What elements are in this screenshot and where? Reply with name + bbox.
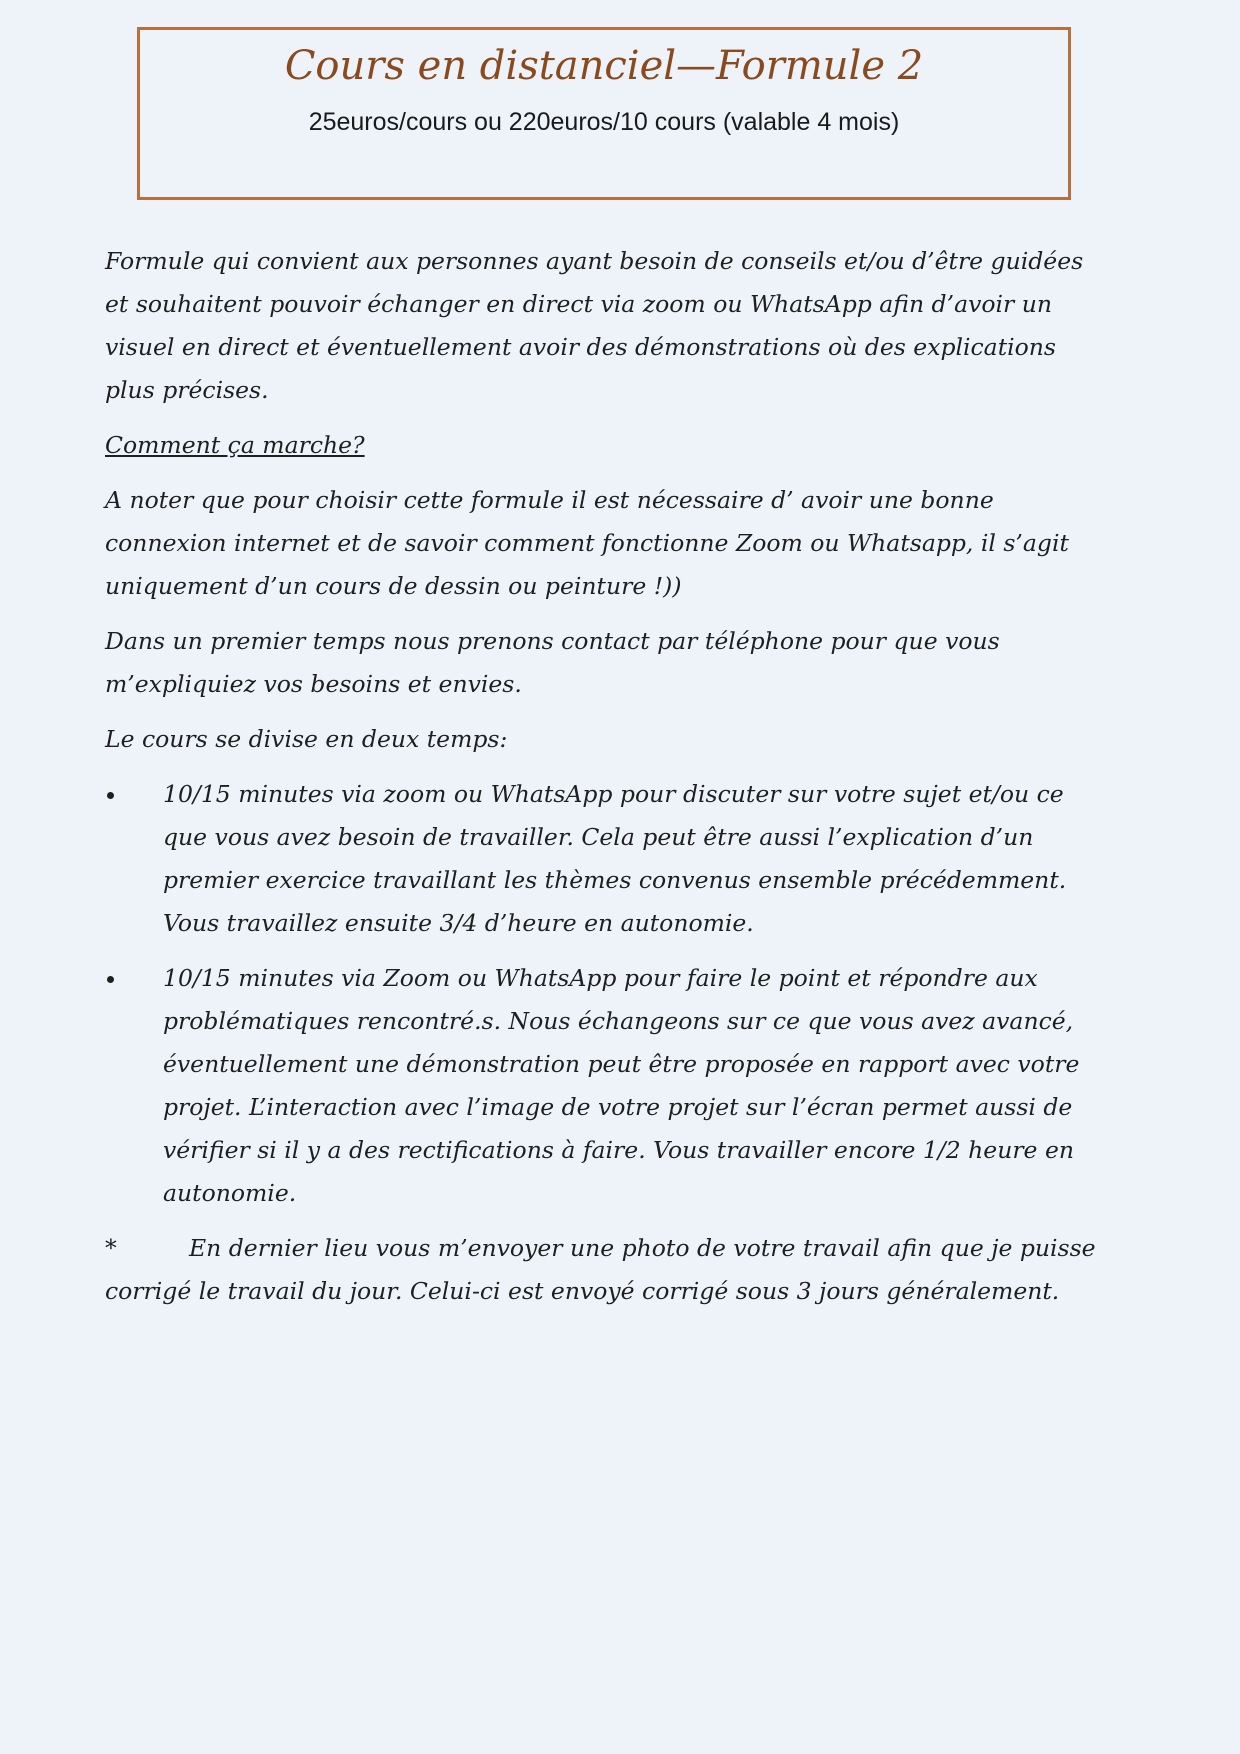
first-step-paragraph: Dans un premier temps nous prenons contact par téléphone pour que vous m’expliquiez vos besoins et envies. xyxy=(105,627,1000,698)
intro-paragraph: Formule qui convient aux personnes ayant besoin de conseils et/ou d’être guidées et souhaitent pouvoir échanger en direct via zoom ou WhatsApp afin d’avoir un visuel en direct et éventuellement avoir des démonstrations où des explications plus précises. xyxy=(105,247,1084,404)
header-box xyxy=(137,27,1071,200)
list-item xyxy=(105,957,1100,1215)
document-body xyxy=(105,240,1100,1325)
note-paragraph: A noter que pour choisir cette formule il est nécessaire d’ avoir une bonne connexion internet et de savoir comment fonctionne Zoom ou Whatsapp, il s’agit uniquement d’un cours de dessin ou peinture !)) xyxy=(105,486,1069,600)
bullet-icon xyxy=(107,976,114,983)
pricing-subtitle: 25euros/cours ou 220euros/10 cours (valable 4 mois) xyxy=(308,108,900,136)
final-text: En dernier lieu vous m’envoyer une photo de votre travail afin que je puisse corrigé le travail du jour. Celui-ci est envoyé corrigé sous 3 jours généralement. xyxy=(105,1234,1096,1305)
asterisk-marker: * xyxy=(105,1234,117,1262)
bullet-icon xyxy=(107,792,114,799)
section-heading: Comment ça marche? xyxy=(105,431,365,459)
steps-list xyxy=(105,773,1100,1215)
list-item-text: 10/15 minutes via Zoom ou WhatsApp pour faire le point et répondre aux problématiques rencontré.s. Nous échangeons sur ce que vous avez avancé, éventuellement une démonstration peut être proposée en rapport avec votre projet. L’interaction avec l’image de votre projet sur l’écran permet aussi de vérifier si il y a des rectifications à faire. Vous travailler encore 1/2 heure en autonomie. xyxy=(163,964,1080,1207)
page-title: Cours en distanciel—Formule 2 xyxy=(284,43,924,89)
final-paragraph xyxy=(105,1227,1100,1313)
list-item xyxy=(105,773,1100,945)
list-item-text: 10/15 minutes via zoom ou WhatsApp pour discuter sur votre sujet et/ou ce que vous avez besoin de travailler. Cela peut être aussi l’explication d’un premier exercice travaillant les thèmes convenus ensemble précédemment. Vous travaillez ensuite 3/4 d’heure en autonomie. xyxy=(163,780,1067,937)
division-intro: Le cours se divise en deux temps: xyxy=(105,725,508,753)
